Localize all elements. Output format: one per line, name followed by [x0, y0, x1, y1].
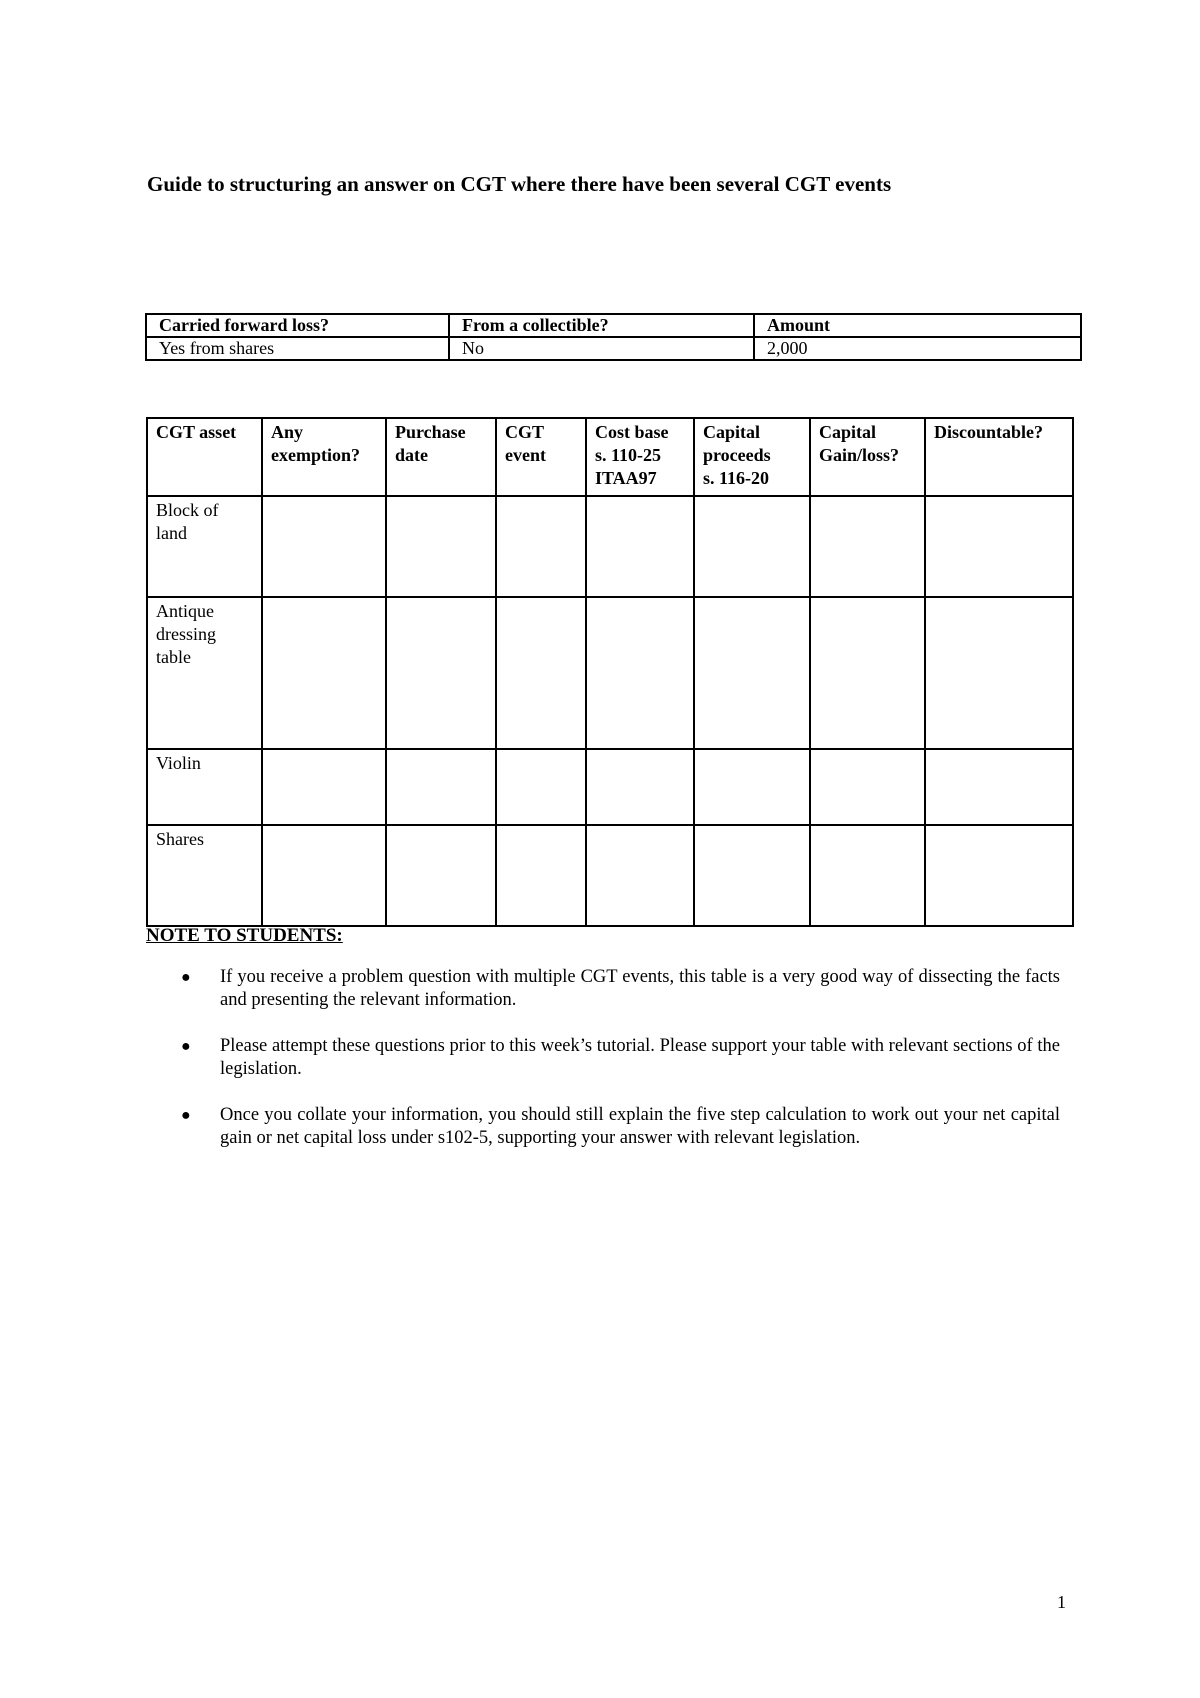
note-text: If you receive a problem question with multiple CGT events, this table is a very good way of dissecting the facts and presenting the relevant information. — [220, 967, 1060, 1010]
empty-cell — [262, 825, 386, 926]
carried-forward-loss-table — [145, 313, 1082, 361]
header-cost-base — [586, 418, 694, 496]
header-line: ITAA97 — [595, 468, 657, 488]
header-cgt-event — [496, 418, 586, 496]
header-line: CGT asset — [156, 422, 237, 442]
header-line: Cost base — [595, 422, 669, 442]
header-discountable — [925, 418, 1073, 496]
table-header-row — [147, 418, 1073, 496]
header-line: s. 116-20 — [703, 468, 770, 488]
asset-name-cell — [147, 496, 262, 597]
note-text: Please attempt these questions prior to this week’s tutorial. Please support your table with relevant sections of the legislation. — [220, 1036, 1060, 1079]
empty-cell — [586, 496, 694, 597]
header-any-exemption — [262, 418, 386, 496]
empty-cell — [262, 496, 386, 597]
asset-name-line: Block of — [156, 500, 219, 520]
empty-cell — [496, 749, 586, 825]
empty-cell — [810, 825, 925, 926]
empty-cell — [694, 496, 810, 597]
header-line: Purchase — [395, 422, 466, 442]
header-line: exemption? — [271, 445, 360, 465]
empty-cell — [586, 749, 694, 825]
header-from-collectible: From a collectible? — [449, 314, 754, 337]
empty-cell — [262, 597, 386, 749]
asset-name-line: land — [156, 523, 187, 543]
empty-cell — [810, 749, 925, 825]
empty-cell — [925, 496, 1073, 597]
asset-name-line: table — [156, 647, 191, 667]
empty-cell — [386, 496, 496, 597]
note-title: NOTE TO STUDENTS: — [146, 925, 343, 946]
list-item — [180, 1104, 1060, 1150]
empty-cell — [694, 825, 810, 926]
empty-cell — [810, 597, 925, 749]
header-purchase-date — [386, 418, 496, 496]
cell-amount: 2,000 — [754, 337, 1081, 360]
asset-name-line: Antique — [156, 601, 214, 621]
bullet-icon: ● — [181, 1107, 191, 1124]
table-row — [147, 825, 1073, 926]
empty-cell — [694, 749, 810, 825]
header-line: Gain/loss? — [819, 445, 900, 465]
empty-cell — [694, 597, 810, 749]
list-item — [180, 966, 1060, 1012]
empty-cell — [496, 496, 586, 597]
empty-cell — [586, 597, 694, 749]
header-cgt-asset — [147, 418, 262, 496]
empty-cell — [386, 749, 496, 825]
empty-cell — [925, 825, 1073, 926]
empty-cell — [262, 749, 386, 825]
empty-cell — [496, 825, 586, 926]
note-list — [180, 966, 1060, 1173]
header-line: s. 110-25 — [595, 445, 662, 465]
table-header-row — [146, 314, 1081, 337]
asset-name-cell — [147, 597, 262, 749]
note-text: Once you collate your information, you should still explain the five step calculation to work out your net capital gain or net capital loss under s102-5, supporting your answer with relevant legislation. — [220, 1105, 1060, 1148]
empty-cell — [386, 597, 496, 749]
bullet-icon: ● — [181, 969, 191, 986]
table-row — [147, 496, 1073, 597]
asset-name-line: dressing — [156, 624, 216, 644]
cgt-asset-table — [146, 417, 1074, 927]
header-line: event — [505, 445, 546, 465]
header-line: Capital — [703, 422, 761, 442]
page-number: 1 — [1057, 1592, 1066, 1612]
empty-cell — [810, 496, 925, 597]
header-capital-gain-loss — [810, 418, 925, 496]
header-line: CGT — [505, 422, 545, 442]
header-line: Discountable? — [934, 422, 1044, 442]
asset-name-line: Shares — [156, 829, 204, 849]
table-row — [147, 749, 1073, 825]
header-carried-forward-loss: Carried forward loss? — [146, 314, 449, 337]
table-row — [146, 337, 1081, 360]
document-title: Guide to structuring an answer on CGT where there have been several CGT events — [147, 172, 892, 196]
asset-name-line: Violin — [156, 753, 201, 773]
empty-cell — [586, 825, 694, 926]
table-row — [147, 597, 1073, 749]
header-capital-proceeds — [694, 418, 810, 496]
cell-from-collectible: No — [449, 337, 754, 360]
empty-cell — [496, 597, 586, 749]
empty-cell — [925, 597, 1073, 749]
header-line: date — [395, 445, 428, 465]
bullet-icon: ● — [181, 1038, 191, 1055]
header-line: proceeds — [703, 445, 771, 465]
cell-carried-forward-loss: Yes from shares — [146, 337, 449, 360]
empty-cell — [925, 749, 1073, 825]
header-line: Capital — [819, 422, 877, 442]
list-item — [180, 1035, 1060, 1081]
empty-cell — [386, 825, 496, 926]
header-line: Any — [271, 422, 304, 442]
header-amount: Amount — [754, 314, 1081, 337]
asset-name-cell — [147, 825, 262, 926]
asset-name-cell — [147, 749, 262, 825]
